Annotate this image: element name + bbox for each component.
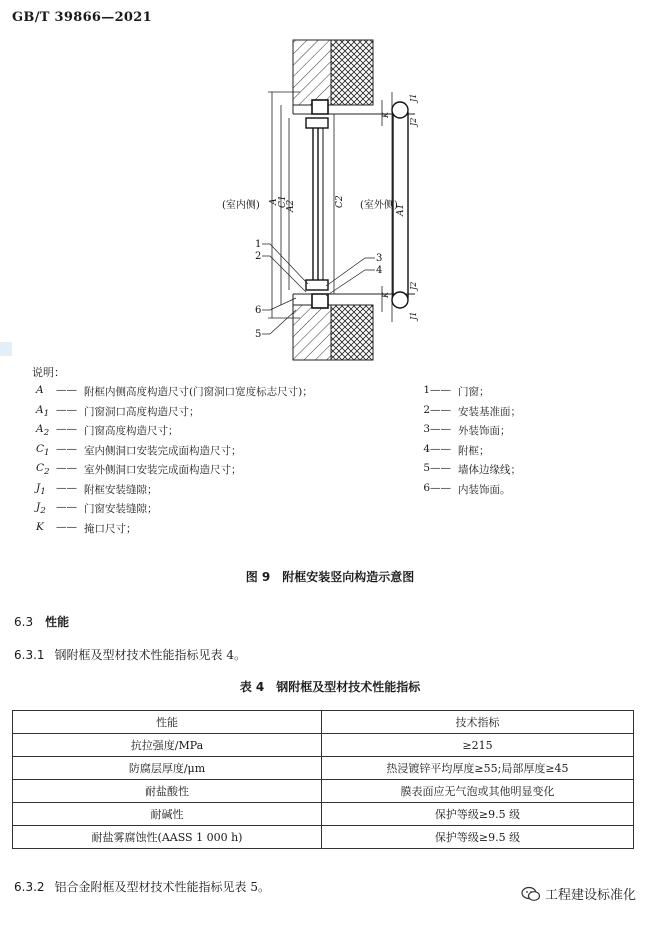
table-caption: 表 4 钢附框及型材技术性能指标 [239,680,421,694]
cell-property: 耐盐雾腐蚀性(AASS 1 000 h) [13,826,322,849]
legend-row: K —— 掩口尺寸； [36,520,137,535]
installation-diagram [0,30,660,370]
dim-A-label: A [269,198,279,205]
callout-3: 3 [376,253,383,264]
callout-2: 2 [255,251,262,262]
cell-value: 热浸镀锌平均厚度≥55;局部厚度≥45 [322,757,634,780]
cell-value: ≥215 [322,734,634,757]
callout-1: 1 [255,239,262,250]
legend-row: 5 —— 墙体边缘线； [423,462,521,476]
section-heading [14,613,69,630]
col-header-property: 性能 [13,711,322,734]
legend-title: 说明： [32,366,65,379]
dim-A1-label: A1 [396,203,406,216]
legend-items [414,384,521,501]
legend-row: 4 —— 附框； [423,442,490,457]
callout-5: 5 [255,329,262,340]
dim-A2-label: A2 [286,199,296,212]
lower-wall [293,305,373,360]
table-row [13,757,634,780]
cell-property: 耐盐酸性 [13,780,322,803]
callout-6: 6 [255,305,262,316]
dim-C1-label: C1 [278,195,288,208]
figure-caption: 图 9 附框安装竖向构造示意图 [245,570,415,584]
paragraph-number: 6.3.1 [14,648,45,662]
standard-number: GB/T 39866—2021 [12,10,152,25]
dim-K-bottom-label: K [381,292,390,298]
dim-J2-bottom-label: J2 [409,281,418,290]
legend-row: $J_2$ —— 门窗安装缝隙； [36,501,158,517]
legend-row: 1 —— 门窗； [423,384,490,398]
upper-subframe [312,100,328,114]
table-header-row [13,711,634,734]
dim-J1-top-label: J1 [409,93,418,102]
spec-table [12,710,634,849]
wechat-icon [521,886,541,902]
cell-property: 防腐层厚度/μm [13,757,322,780]
legend-row: 3 —— 外装饰面； [423,423,511,437]
window-frame [306,118,328,290]
upper-wall [293,40,373,105]
edge-tab-mark [0,342,12,356]
watermark-text: 工程建设标准化 [544,888,636,903]
dim-C2-label: C2 [335,195,345,208]
paragraph-6-3-2 [14,878,270,895]
legend-row: $A_2$ —— 门窗高度构造尺寸； [36,423,179,439]
section-title: 性能 [45,615,70,629]
dim-J1-bottom-label: J1 [409,311,418,320]
cell-property: 耐碱性 [13,803,322,826]
cell-property: 抗拉强度/MPa [13,734,322,757]
legend-row: $C_2$ —— 室外侧洞口安装完成面构造尺寸； [36,462,242,478]
legend-row: 6 —— 内装饰面。 [423,481,511,496]
legend-row: 2 —— 安装基准面； [423,403,521,418]
section-number: 6.3 [14,615,34,629]
wechat-watermark [521,884,636,903]
dim-J2-top-label: J2 [409,117,418,126]
indoor-label: (室内侧) [222,200,260,211]
paragraph-text: 铝合金附框及型材技术性能指标见表 5。 [54,880,270,894]
legend-row: $C_1$ —— 室内侧洞口安装完成面构造尺寸； [36,442,242,458]
callout-4: 4 [376,265,383,276]
paragraph-text: 钢附框及型材技术性能指标见表 4。 [54,648,246,662]
table-row [13,803,634,826]
legend-symbols [36,384,313,540]
table-row [13,734,634,757]
paragraph-6-3-1 [14,646,246,663]
outdoor-label: (室外侧) [360,200,398,211]
table-row [13,780,634,803]
cell-value: 膜表面应无气泡或其他明显变化 [322,780,634,803]
lower-subframe [312,294,328,308]
table-row [13,826,634,849]
legend-row: $J_1$ —— 附框安装缝隙； [36,481,158,497]
legend-row: $A_1$ —— 门窗洞口高度构造尺寸； [36,403,200,419]
cell-value: 保护等级≥9.5 级 [322,803,634,826]
dim-K-top-label: K [381,112,390,118]
col-header-index: 技术指标 [322,711,634,734]
cell-value: 保护等级≥9.5 级 [322,826,634,849]
legend-row: A —— 附框内侧高度构造尺寸(门窗洞口宽度标志尺寸)； [36,384,313,398]
paragraph-number: 6.3.2 [14,880,45,894]
